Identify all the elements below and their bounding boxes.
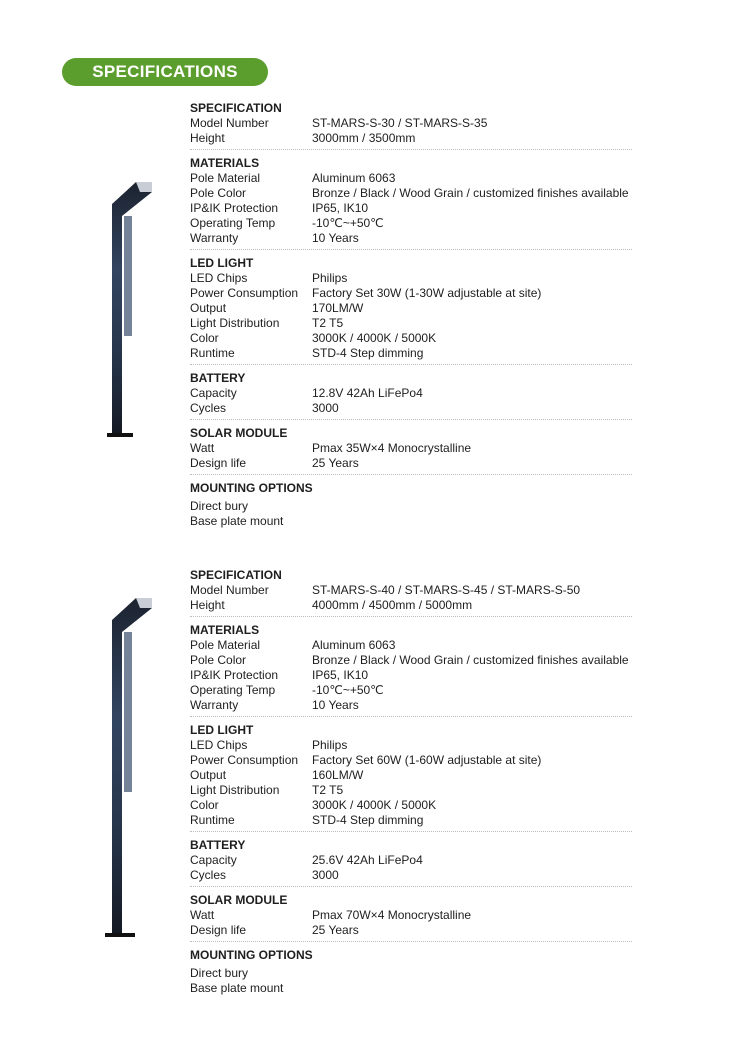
spec-value: Philips bbox=[312, 738, 348, 752]
section-title: SPECIFICATION bbox=[190, 568, 282, 582]
spec-value: 3000K / 4000K / 5000K bbox=[312, 798, 437, 812]
section-battery bbox=[190, 837, 632, 887]
spec-label: Cycles bbox=[190, 401, 227, 415]
section-specification bbox=[190, 567, 632, 617]
specifications-banner: SPECIFICATIONS bbox=[62, 58, 268, 86]
spec-label: Power Consumption bbox=[190, 286, 299, 300]
spec-value: -10℃~+50℃ bbox=[312, 683, 384, 697]
spec-value: 25 Years bbox=[312, 456, 359, 470]
spec-label: Color bbox=[190, 798, 219, 812]
spec-label: Pole Material bbox=[190, 171, 261, 185]
spec-label: Height bbox=[190, 598, 225, 612]
spec-label: Output bbox=[190, 301, 227, 315]
spec-value: 160LM/W bbox=[312, 768, 364, 782]
spec-row bbox=[190, 853, 632, 868]
spec-row bbox=[190, 286, 632, 301]
street-light-pole-image-1 bbox=[100, 178, 160, 440]
section-title: MATERIALS bbox=[190, 156, 260, 170]
spec-row bbox=[190, 583, 632, 598]
spec-value: Philips bbox=[312, 271, 348, 285]
spec-row bbox=[190, 441, 632, 456]
spec-label: Warranty bbox=[190, 698, 239, 712]
spec-label: Capacity bbox=[190, 853, 237, 867]
spec-label: LED Chips bbox=[190, 271, 248, 285]
mounting-option: Direct bury bbox=[190, 966, 249, 980]
spec-row bbox=[190, 698, 632, 713]
section-title: LED LIGHT bbox=[190, 256, 254, 270]
spec-table-2 bbox=[190, 567, 632, 1004]
spec-value: Pmax 35W×4 Monocrystalline bbox=[312, 441, 472, 455]
section-title: MATERIALS bbox=[190, 623, 260, 637]
spec-label: Cycles bbox=[190, 868, 227, 882]
spec-value: 25 Years bbox=[312, 923, 359, 937]
spec-row bbox=[190, 201, 632, 216]
spec-row bbox=[190, 331, 632, 346]
spec-value: 3000K / 4000K / 5000K bbox=[312, 331, 437, 345]
spec-label: Power Consumption bbox=[190, 753, 299, 767]
spec-label: Operating Temp bbox=[190, 683, 276, 697]
spec-value: STD-4 Step dimming bbox=[312, 813, 424, 827]
section-title: LED LIGHT bbox=[190, 723, 254, 737]
spec-value: 12.8V 42Ah LiFePo4 bbox=[312, 386, 423, 400]
section-title: SOLAR MODULE bbox=[190, 426, 288, 440]
spec-label: Watt bbox=[190, 908, 215, 922]
spec-value: Aluminum 6063 bbox=[312, 171, 396, 185]
spec-row bbox=[190, 638, 632, 653]
section-title: MOUNTING OPTIONS bbox=[190, 948, 313, 962]
spec-value: Bronze / Black / Wood Grain / customized finishes available bbox=[312, 186, 629, 200]
spec-row bbox=[190, 908, 632, 923]
spec-row bbox=[190, 346, 632, 361]
spec-label: Runtime bbox=[190, 813, 235, 827]
mounting-option: Direct bury bbox=[190, 499, 249, 513]
spec-label: Light Distribution bbox=[190, 316, 280, 330]
section-solar-module bbox=[190, 892, 632, 942]
spec-label: Color bbox=[190, 331, 219, 345]
spec-row bbox=[190, 923, 632, 938]
spec-row bbox=[190, 813, 632, 828]
spec-row bbox=[190, 653, 632, 668]
section-title: SOLAR MODULE bbox=[190, 893, 288, 907]
spec-label: Height bbox=[190, 131, 225, 145]
spec-row bbox=[190, 738, 632, 753]
spec-table-1 bbox=[190, 100, 632, 537]
spec-value: 4000mm / 4500mm / 5000mm bbox=[312, 598, 473, 612]
spec-row bbox=[190, 231, 632, 246]
spec-label: LED Chips bbox=[190, 738, 248, 752]
spec-row bbox=[190, 216, 632, 231]
spec-row bbox=[190, 783, 632, 798]
spec-label: Pole Material bbox=[190, 638, 261, 652]
spec-value: Bronze / Black / Wood Grain / customized finishes available bbox=[312, 653, 629, 667]
spec-row bbox=[190, 386, 632, 401]
spec-label: Operating Temp bbox=[190, 216, 276, 230]
section-mounting-options bbox=[190, 480, 632, 532]
spec-value: Pmax 70W×4 Monocrystalline bbox=[312, 908, 472, 922]
section-led-light bbox=[190, 255, 632, 365]
spec-row bbox=[190, 456, 632, 471]
spec-label: Output bbox=[190, 768, 227, 782]
spec-value: T2 T5 bbox=[312, 783, 344, 797]
spec-value: ST-MARS-S-30 / ST-MARS-S-35 bbox=[312, 116, 488, 130]
spec-value: STD-4 Step dimming bbox=[312, 346, 424, 360]
spec-row bbox=[190, 171, 632, 186]
spec-row bbox=[190, 668, 632, 683]
mounting-option: Base plate mount bbox=[190, 981, 284, 995]
section-solar-module bbox=[190, 425, 632, 475]
spec-label: IP&IK Protection bbox=[190, 201, 279, 215]
spec-row bbox=[190, 753, 632, 768]
section-specification bbox=[190, 100, 632, 150]
section-title: MOUNTING OPTIONS bbox=[190, 481, 313, 495]
spec-value: Aluminum 6063 bbox=[312, 638, 396, 652]
street-light-pole-image-2 bbox=[100, 594, 160, 944]
spec-row bbox=[190, 316, 632, 331]
spec-value: Factory Set 60W (1-60W adjustable at site) bbox=[312, 753, 542, 767]
spec-value: 25.6V 42Ah LiFePo4 bbox=[312, 853, 423, 867]
spec-value: 170LM/W bbox=[312, 301, 364, 315]
spec-value: 3000mm / 3500mm bbox=[312, 131, 416, 145]
spec-value: 3000 bbox=[312, 868, 339, 882]
spec-row bbox=[190, 401, 632, 416]
section-battery bbox=[190, 370, 632, 420]
section-led-light bbox=[190, 722, 632, 832]
spec-value: IP65, IK10 bbox=[312, 201, 369, 215]
spec-row bbox=[190, 598, 632, 613]
spec-label: IP&IK Protection bbox=[190, 668, 279, 682]
spec-label: Design life bbox=[190, 456, 247, 470]
section-mounting-options bbox=[190, 947, 632, 999]
spec-value: -10℃~+50℃ bbox=[312, 216, 384, 230]
spec-row bbox=[190, 116, 632, 131]
spec-row bbox=[190, 868, 632, 883]
spec-label: Runtime bbox=[190, 346, 235, 360]
spec-row bbox=[190, 271, 632, 286]
spec-value: IP65, IK10 bbox=[312, 668, 369, 682]
spec-value: 10 Years bbox=[312, 698, 359, 712]
section-title: BATTERY bbox=[190, 838, 246, 852]
spec-value: T2 T5 bbox=[312, 316, 344, 330]
spec-row bbox=[190, 186, 632, 201]
spec-label: Capacity bbox=[190, 386, 237, 400]
section-title: SPECIFICATION bbox=[190, 101, 282, 115]
spec-value: 10 Years bbox=[312, 231, 359, 245]
spec-row bbox=[190, 301, 632, 316]
spec-row bbox=[190, 683, 632, 698]
section-materials bbox=[190, 622, 632, 717]
spec-label: Pole Color bbox=[190, 653, 247, 667]
spec-value: ST-MARS-S-40 / ST-MARS-S-45 / ST-MARS-S-50 bbox=[312, 583, 581, 597]
spec-label: Pole Color bbox=[190, 186, 247, 200]
spec-label: Warranty bbox=[190, 231, 239, 245]
spec-row bbox=[190, 798, 632, 813]
section-materials bbox=[190, 155, 632, 250]
spec-value: 3000 bbox=[312, 401, 339, 415]
spec-label: Model Number bbox=[190, 583, 269, 597]
spec-label: Model Number bbox=[190, 116, 269, 130]
spec-row bbox=[190, 131, 632, 146]
spec-value: Factory Set 30W (1-30W adjustable at site) bbox=[312, 286, 542, 300]
section-title: BATTERY bbox=[190, 371, 246, 385]
spec-label: Light Distribution bbox=[190, 783, 280, 797]
spec-label: Watt bbox=[190, 441, 215, 455]
spec-label: Design life bbox=[190, 923, 247, 937]
mounting-option: Base plate mount bbox=[190, 514, 284, 528]
spec-row bbox=[190, 768, 632, 783]
